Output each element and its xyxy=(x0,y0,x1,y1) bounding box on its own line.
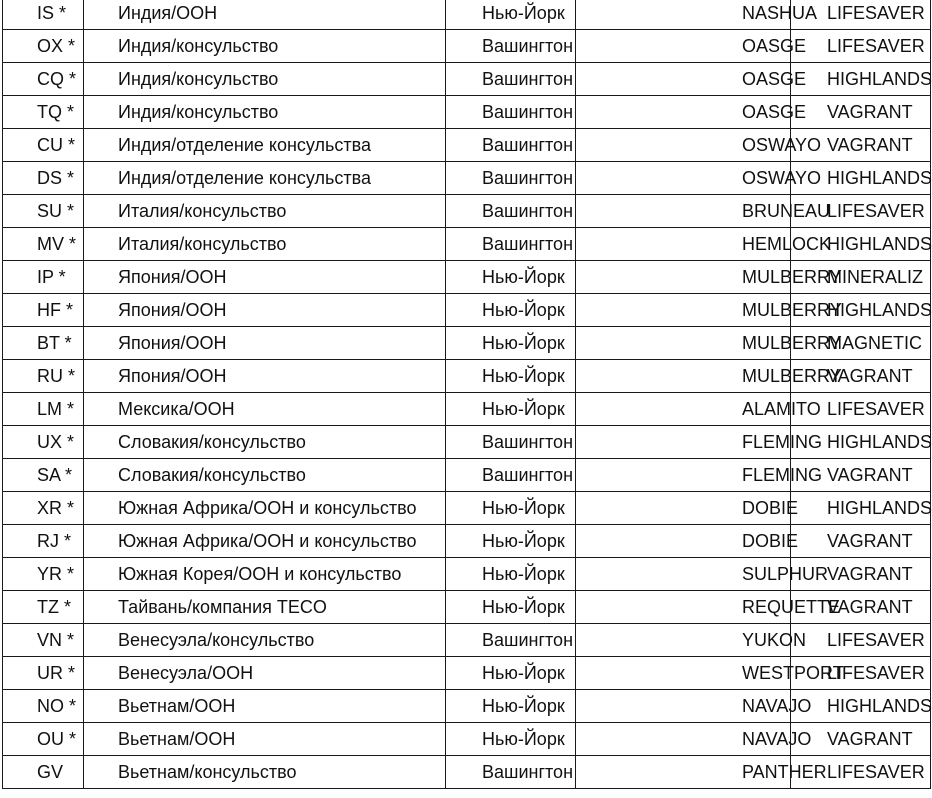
cell-country-post: Словакия/консульство xyxy=(84,459,446,492)
cell-country-post: Словакия/консульство xyxy=(84,426,446,459)
cell-code: OX * xyxy=(3,30,84,63)
cell-codename: OSWAYO xyxy=(576,162,791,195)
cell-code: VN * xyxy=(3,624,84,657)
cell-program: VAGRANT xyxy=(791,129,931,162)
cell-program: HIGHLANDS xyxy=(791,294,931,327)
cell-city: Вашингтон xyxy=(446,162,576,195)
cell-code: DS * xyxy=(3,162,84,195)
table-row xyxy=(3,624,931,657)
cell-program: MAGNETIC xyxy=(791,327,931,360)
cell-country-post: Индия/консульство xyxy=(84,63,446,96)
cell-codename: MULBERRY xyxy=(576,327,791,360)
cell-codename: OASGE xyxy=(576,63,791,96)
cell-code: TQ * xyxy=(3,96,84,129)
cell-codename: HEMLOCK xyxy=(576,228,791,261)
cell-codename: NAVAJO xyxy=(576,690,791,723)
table-row xyxy=(3,261,931,294)
cell-code: UR * xyxy=(3,657,84,690)
table-row xyxy=(3,723,931,756)
cell-city: Вашингтон xyxy=(446,459,576,492)
cell-codename: MULBERRY xyxy=(576,360,791,393)
table-body xyxy=(3,0,931,789)
cell-code: SU * xyxy=(3,195,84,228)
cell-code: SA * xyxy=(3,459,84,492)
cell-program: VAGRANT xyxy=(791,558,931,591)
cell-city: Нью-Йорк xyxy=(446,690,576,723)
cell-country-post: Индия/ООН xyxy=(84,0,446,30)
cell-country-post: Вьетнам/ООН xyxy=(84,690,446,723)
cell-code: YR * xyxy=(3,558,84,591)
cell-program: HIGHLANDS xyxy=(791,162,931,195)
cell-program: VAGRANT xyxy=(791,525,931,558)
cell-city: Нью-Йорк xyxy=(446,558,576,591)
cell-code: OU * xyxy=(3,723,84,756)
cell-program: VAGRANT xyxy=(791,459,931,492)
cell-program: VAGRANT xyxy=(791,360,931,393)
table-row xyxy=(3,525,931,558)
table-row xyxy=(3,426,931,459)
cell-program: LIFESAVER xyxy=(791,0,931,30)
table-row xyxy=(3,30,931,63)
cell-codename: OASGE xyxy=(576,96,791,129)
cell-country-post: Тайвань/компания TECO xyxy=(84,591,446,624)
cell-country-post: Венесуэла/ООН xyxy=(84,657,446,690)
cell-country-post: Италия/консульство xyxy=(84,195,446,228)
cell-city: Нью-Йорк xyxy=(446,327,576,360)
cell-city: Вашингтон xyxy=(446,96,576,129)
cell-program: HIGHLANDS xyxy=(791,492,931,525)
table-row xyxy=(3,327,931,360)
cell-program: MINERALIZ xyxy=(791,261,931,294)
cell-program: VAGRANT xyxy=(791,723,931,756)
cell-code: LM * xyxy=(3,393,84,426)
table-row xyxy=(3,63,931,96)
cell-code: CQ * xyxy=(3,63,84,96)
cell-codename: DOBIE xyxy=(576,525,791,558)
cell-code: IS * xyxy=(3,0,84,30)
cell-city: Нью-Йорк xyxy=(446,0,576,30)
table-row xyxy=(3,195,931,228)
cell-code: UX * xyxy=(3,426,84,459)
cell-program: LIFESAVER xyxy=(791,195,931,228)
table-row xyxy=(3,393,931,426)
cell-country-post: Индия/консульство xyxy=(84,30,446,63)
table-row xyxy=(3,492,931,525)
cell-city: Вашингтон xyxy=(446,426,576,459)
cell-code: HF * xyxy=(3,294,84,327)
table-row xyxy=(3,162,931,195)
table-row xyxy=(3,591,931,624)
cell-code: CU * xyxy=(3,129,84,162)
cell-city: Нью-Йорк xyxy=(446,591,576,624)
cell-program: LIFESAVER xyxy=(791,30,931,63)
cell-country-post: Япония/ООН xyxy=(84,261,446,294)
cell-program: LIFESAVER xyxy=(791,624,931,657)
cell-city: Вашингтон xyxy=(446,63,576,96)
cell-code: NO * xyxy=(3,690,84,723)
cell-codename: BRUNEAU xyxy=(576,195,791,228)
cell-city: Нью-Йорк xyxy=(446,525,576,558)
cell-code: BT * xyxy=(3,327,84,360)
cell-program: LIFESAVER xyxy=(791,756,931,789)
cell-codename: PANTHER xyxy=(576,756,791,789)
cell-code: RU * xyxy=(3,360,84,393)
cell-country-post: Южная Африка/ООН и консульство xyxy=(84,492,446,525)
cell-city: Нью-Йорк xyxy=(446,393,576,426)
cell-country-post: Япония/ООН xyxy=(84,327,446,360)
cell-codename: YUKON xyxy=(576,624,791,657)
cell-city: Нью-Йорк xyxy=(446,657,576,690)
codenames-table xyxy=(2,0,931,789)
cell-code: IP * xyxy=(3,261,84,294)
cell-code: RJ * xyxy=(3,525,84,558)
cell-program: HIGHLANDS xyxy=(791,426,931,459)
cell-program: HIGHLANDS xyxy=(791,63,931,96)
cell-code: MV * xyxy=(3,228,84,261)
cell-city: Вашингтон xyxy=(446,30,576,63)
cell-country-post: Индия/отделение консульства xyxy=(84,129,446,162)
cell-codename: DOBIE xyxy=(576,492,791,525)
table-row xyxy=(3,657,931,690)
cell-city: Вашингтон xyxy=(446,228,576,261)
cell-country-post: Индия/консульство xyxy=(84,96,446,129)
cell-country-post: Индия/отделение консульства xyxy=(84,162,446,195)
cell-country-post: Вьетнам/консульство xyxy=(84,756,446,789)
cell-program: VAGRANT xyxy=(791,591,931,624)
cell-country-post: Вьетнам/ООН xyxy=(84,723,446,756)
cell-codename: OSWAYO xyxy=(576,129,791,162)
cell-country-post: Мексика/ООН xyxy=(84,393,446,426)
cell-country-post: Южная Корея/ООН и консульство xyxy=(84,558,446,591)
cell-city: Вашингтон xyxy=(446,195,576,228)
table-row xyxy=(3,558,931,591)
cell-program: VAGRANT xyxy=(791,96,931,129)
table-row xyxy=(3,0,931,30)
cell-country-post: Япония/ООН xyxy=(84,360,446,393)
table-row xyxy=(3,459,931,492)
table-row xyxy=(3,360,931,393)
cell-city: Нью-Йорк xyxy=(446,261,576,294)
cell-codename: FLEMING xyxy=(576,426,791,459)
cell-code: GV xyxy=(3,756,84,789)
cell-codename: REQUETTE xyxy=(576,591,791,624)
cell-country-post: Италия/консульство xyxy=(84,228,446,261)
cell-codename: NASHUA xyxy=(576,0,791,30)
cell-country-post: Венесуэла/консульство xyxy=(84,624,446,657)
cell-program: HIGHLANDS xyxy=(791,228,931,261)
table-row xyxy=(3,756,931,789)
table-row xyxy=(3,294,931,327)
table-row xyxy=(3,228,931,261)
cell-codename: NAVAJO xyxy=(576,723,791,756)
cell-codename: MULBERRY xyxy=(576,261,791,294)
cell-city: Вашингтон xyxy=(446,756,576,789)
cell-city: Вашингтон xyxy=(446,624,576,657)
cell-codename: FLEMING xyxy=(576,459,791,492)
cell-city: Нью-Йорк xyxy=(446,360,576,393)
cell-codename: OASGE xyxy=(576,30,791,63)
cell-codename: ALAMITO xyxy=(576,393,791,426)
cell-city: Нью-Йорк xyxy=(446,723,576,756)
cell-code: TZ * xyxy=(3,591,84,624)
cell-codename: SULPHUR xyxy=(576,558,791,591)
table-row xyxy=(3,129,931,162)
table-row xyxy=(3,690,931,723)
cell-program: LIFESAVER xyxy=(791,393,931,426)
cell-codename: MULBERRY xyxy=(576,294,791,327)
cell-code: XR * xyxy=(3,492,84,525)
cell-program: HIGHLANDS xyxy=(791,690,931,723)
cell-codename: WESTPORT xyxy=(576,657,791,690)
cell-city: Нью-Йорк xyxy=(446,294,576,327)
cell-program: LIFESAVER xyxy=(791,657,931,690)
cell-city: Нью-Йорк xyxy=(446,492,576,525)
table-row xyxy=(3,96,931,129)
cell-country-post: Южная Африка/ООН и консульство xyxy=(84,525,446,558)
cell-city: Вашингтон xyxy=(446,129,576,162)
cell-country-post: Япония/ООН xyxy=(84,294,446,327)
